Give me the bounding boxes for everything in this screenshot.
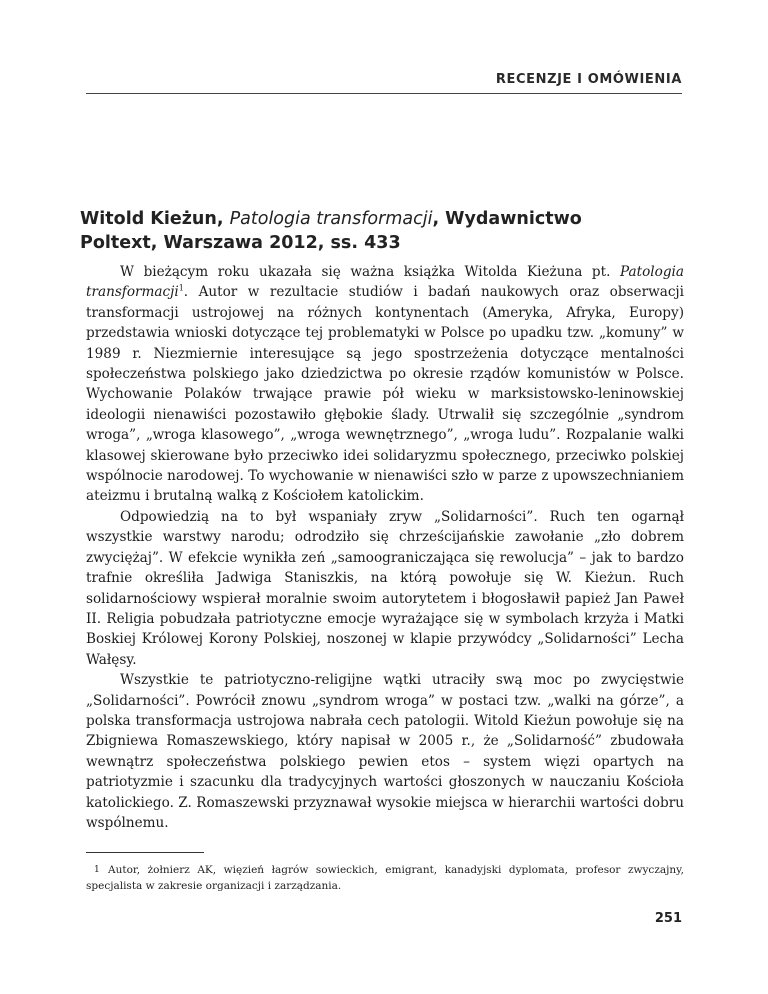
header-divider	[86, 93, 682, 94]
footnote-divider	[86, 852, 204, 853]
footnote-number: 1	[94, 865, 100, 875]
title-publisher: , Wydawnictwo Poltext, Warszawa 2012, ss. 433	[80, 209, 582, 253]
paragraph-2: Odpowiedzią na to był wspaniały zryw „Solidarności”. Ruch ten ogarnął wszystkie warstwy narodu; odrodziło się chrześcijańskie zawołanie „zło dobrem zwyciężaj”. W efekcie wynikła zeń „samoograniczająca się rewolucja” – jak to bardzo trafnie określiła Jadwiga Staniszkis, na którą powołuje się W. Kieżun. Ruch solidarnościowy wspierał moralnie swoim autorytetem i błogosławił papież Jan Paweł II. Religia pobudzała patriotyczne emocje wyrażające się w symbolach krzyża i Matki Boskiej Królowej Korony Polskiej, noszonej w klapie przywódcy „Solidarności” Lecha Wałęsy.	[86, 508, 684, 668]
paragraph-1-intro: W bieżącym roku ukazała się ważna książka Witolda Kieżuna pt.	[120, 264, 621, 280]
paragraph-3: Wszystkie te patriotyczno-religijne wątki utraciły swą moc po zwycięstwie „Solidarności”. Powrócił znowu „syndrom wroga” w postaci tzw. „walki na górze”, a polska transformacja ustrojowa nabrała cech patologii. Witold Kieżun powołuje się na Zbigniewa Romaszewskiego, który napisał w 2005 r., że „Solidarność” zbudowała wewnątrz społeczeństwa polskiego pewien etos – system więzi opartych na patriotyzmie i szacunku dla tradycyjnych wartości głoszonych w nauczaniu Kościoła katolickiego. Z. Romaszewski przyznawał wysokie miejsca w hierarchii wartości dobru wspólnemu.	[86, 672, 684, 831]
paragraph-1-book-title: Patologia transformacji	[86, 264, 684, 301]
title-author: Witold Kieżun,	[80, 209, 230, 229]
review-title	[80, 207, 640, 255]
page-number: 251	[654, 911, 682, 926]
paragraph-1-text: . Autor w rezultacie studiów i badań naukowych oraz obserwacji transformacji ustrojowej na różnych kontynentach (Ameryka, Afryka, Europy) przedstawia wnioski dotyczące tej problematyki w Polsce po upadku tzw. „komuny” w 1989 r. Niezmiernie interesujące są jego spostrzeżenia dotyczące mentalności społeczeństwa polskiego jako dziedzictwa po okresie rządów komunistów w Polsce. Wychowanie Polaków trwające prawie pół wieku w marksistowsko-leninowskiej ideologii nienawiści pozostawiło głębokie ślady. Utrwalił się szczególnie „syndrom wroga”, „wroga klasowego”, „wroga wewnętrznego”, „wroga ludu”. Rozpalanie walki klasowej skierowane było przeciwko idei solidaryzmu społecznego, przeciwko polskiej wspólnocie narodowej. To wychowanie w nienawiści szło w parze z upowszechnianiem ateizmu i brutalną walką z Kościołem katolickim.	[86, 284, 684, 505]
footnote-text: Autor, żołnierz AK, więzień łagrów sowieckich, emigrant, kanadyjski dyplomata, profesor zwyczajny, specjalista w zakresie organizacji i zarządzania.	[86, 864, 684, 892]
section-header: RECENZJE I OMÓWIENIA	[495, 72, 682, 87]
review-body	[86, 262, 684, 833]
title-book: Patologia transformacji	[229, 209, 433, 229]
footnote	[86, 862, 684, 894]
footnote-ref: 1	[178, 283, 184, 293]
paragraph-1	[86, 262, 684, 507]
